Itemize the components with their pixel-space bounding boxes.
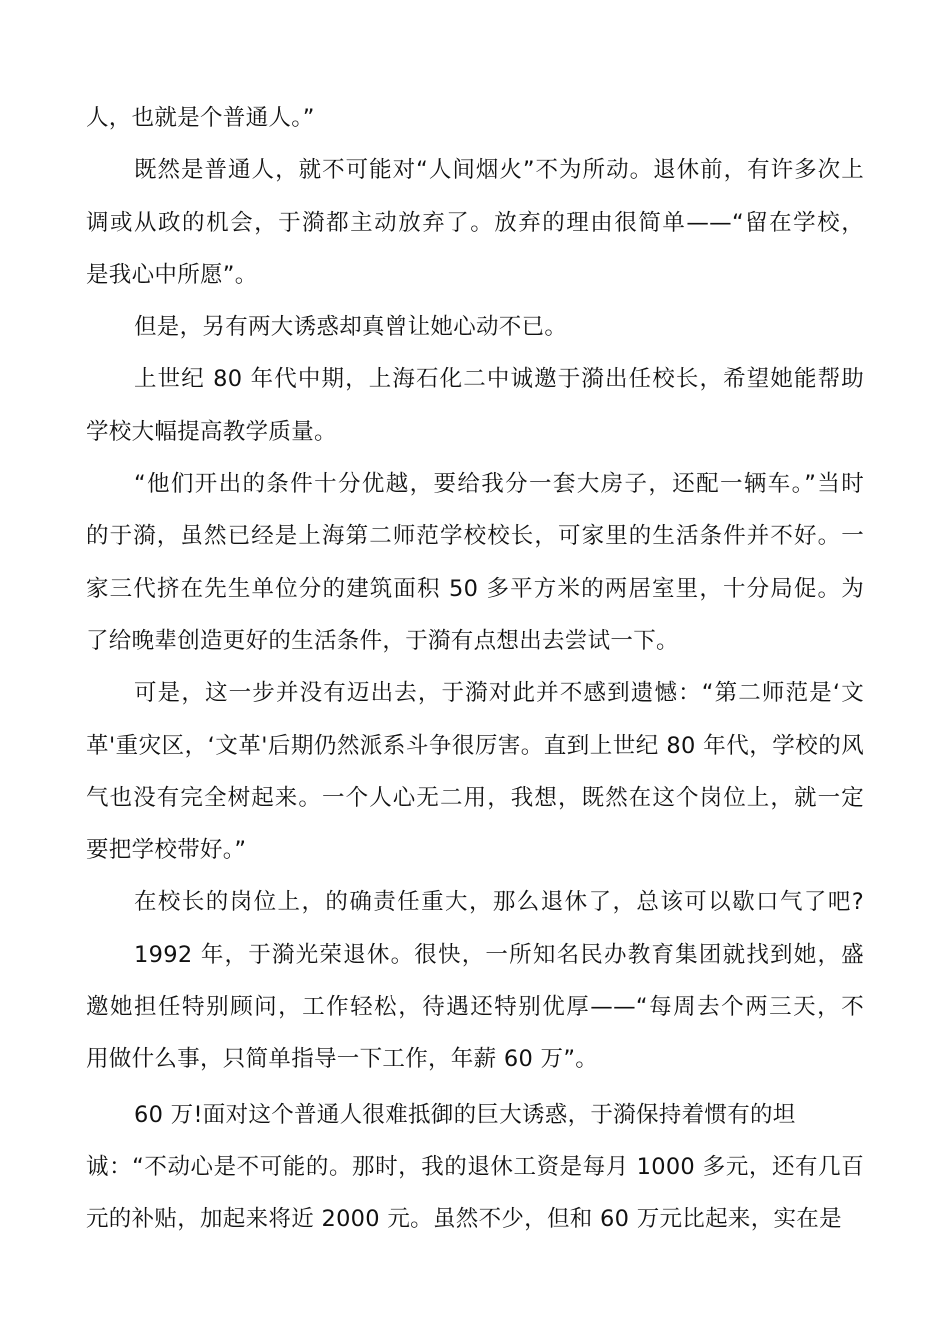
- text-line: 既然是普通人，就不可能对“人间烟火”不为所动。退休前，有许多次上: [134, 157, 864, 184]
- text-line: 是我心中所愿”。: [86, 261, 258, 288]
- body-text: [86, 92, 864, 1246]
- text-line: 上世纪 80 年代中期，上海石化二中诚邀于漪出任校长，希望她能帮助: [134, 366, 864, 393]
- text-line: 调或从政的机会，于漪都主动放弃了。放弃的理由很简单——“留在学校，: [86, 209, 864, 236]
- text-line: 学校大幅提高教学质量。: [86, 418, 337, 445]
- text-line: 的于漪，虽然已经是上海第二师范学校校长，可家里的生活条件并不好。一: [86, 523, 864, 550]
- text-line: 人，也就是个普通人。”: [86, 105, 315, 131]
- text-line: 但是，另有两大诱惑却真曾让她心动不已。: [134, 314, 568, 341]
- text-line: 了给晚辈创造更好的生活条件，于漪有点想出去尝试一下。: [86, 627, 679, 654]
- text-line: 要把学校带好。”: [86, 837, 247, 864]
- text-line: 1992 年，于漪光荣退休。很快，一所知名民办教育集团就找到她，盛: [134, 941, 864, 968]
- text-line: “他们开出的条件十分优越，要给我分一套大房子，还配一辆车。”当时: [134, 471, 864, 498]
- text-line: 革'重灾区，‘文革'后期仍然派系斗争很厉害。直到上世纪 80 年代，学校的风: [86, 732, 864, 759]
- text-line: 60 万!面对这个普通人很难抵御的巨大诱惑，于漪保持着惯有的坦: [134, 1101, 796, 1128]
- text-line: 元的补贴，加起来将近 2000 元。虽然不少，但和 60 万元比起来，实在是: [86, 1206, 842, 1233]
- text-line: 可是，这一步并没有迈出去，于漪对此并不感到遗憾：“第二师范是‘文: [134, 680, 864, 707]
- text-line: 家三代挤在先生单位分的建筑面积 50 多平方米的两居室里，十分局促。为: [86, 575, 864, 602]
- text-line: 用做什么事，只简单指导一下工作，年薪 60 万”。: [86, 1046, 599, 1073]
- text-line: 诚：“不动心是不可能的。那时，我的退休工资是每月 1000 多元，还有几百: [86, 1153, 864, 1180]
- text-line: 邀她担任特别顾问，工作轻松，待遇还特别优厚——“每周去个两三天，不: [86, 994, 864, 1021]
- text-line: 气也没有完全树起来。一个人心无二用，我想，既然在这个岗位上，就一定: [86, 784, 864, 811]
- text-line: 在校长的岗位上，的确责任重大，那么退休了，总该可以歇口气了吧?: [134, 889, 864, 916]
